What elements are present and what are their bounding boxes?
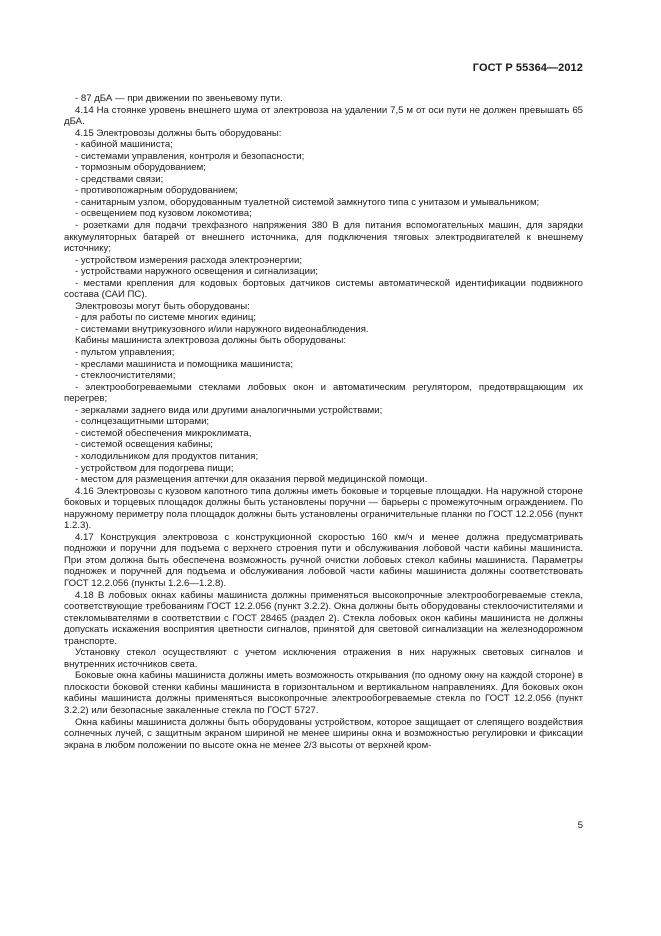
- document-header: ГОСТ Р 55364—2012: [472, 62, 583, 74]
- paragraph: - устройством для подогрева пищи;: [75, 462, 234, 474]
- paragraph: 4.15 Электровозы должны быть оборудованы:: [75, 127, 282, 139]
- paragraph: 4.14 На стоянке уровень внешнего шума от электровоза на удалении 7,5 м от оси пути не должен превышать 65 дБА.: [64, 104, 583, 128]
- paragraph: 4.17 Конструкция электровоза с конструкционной скоростью 160 км/ч и менее должна предусматривать подножки и поручни для подъема с верхнего строения пути и обслуживания лобовой части кабины машиниста. При этом должна быть обеспечена возможность ручной очистки лобовых стекол кабины машиниста. Параметры подножек и поручней для подъема и обслуживания лобовой части кабины машиниста должны соответствовать ГОСТ 12.2.056 (пункты 1.2.6—1.2.8).: [64, 531, 583, 589]
- paragraph: - солнцезащитными шторами;: [75, 416, 210, 428]
- paragraph: - системами внутрикузовного и/или наружного видеонаблюдения.: [75, 323, 369, 335]
- paragraph: - 87 дБА — при движении по звеньевому пути.: [75, 93, 283, 104]
- paragraph: - креслами машиниста и помощника машиниста;: [75, 358, 293, 370]
- paragraph: - стеклоочистителями;: [75, 370, 176, 382]
- paragraph: - системами управления, контроля и безопасности;: [75, 150, 305, 162]
- paragraph: Боковые окна кабины машиниста должны иметь возможность открывания (по одному окну на каждой стороне) в плоскости боковой стенки кабины машиниста в горизонтальном и вертикальном направлениях. Для боковых окон кабины машиниста должны применяться высокопрочные электрообогреваемые стекла по ГОСТ 12.2.056 (пункт 3.2.2) или безопасные закаленные стекла по ГОСТ 5727.: [64, 670, 583, 716]
- paragraph: - для работы по системе многих единиц;: [75, 312, 256, 324]
- paragraph: - устройством измерения расхода электроэнергии;: [75, 254, 303, 266]
- page-number: 5: [577, 820, 583, 831]
- paragraph: Окна кабины машиниста должны быть оборудованы устройством, которое защищает от слепящего воздействия солнечных лучей, с защитным экраном шириной не менее ширины окна и возможностью регулировки и фиксации экрана в любом положении по высоте окна не менее 2/3 высоты от верхней кром-: [64, 716, 583, 751]
- paragraph: - тормозным оборудованием;: [75, 162, 206, 174]
- paragraph: Кабины машиниста электровоза должны быть оборудованы:: [75, 335, 347, 347]
- paragraph: - местом для размещения аптечки для оказания первой медицинской помощи.: [75, 474, 428, 486]
- paragraph: 4.18 В лобовых окнах кабины машиниста должны применяться высокопрочные электрообогреваемые стекла, соответствующие требованиям ГОСТ 12.2.056 (пункт 3.2.2). Окна должны быть оборудованы стеклоочистителями и стекломывателями в соответствии с ГОСТ 28465 (раздел 2). Стекла лобовых окон кабины машиниста не должны допускать искажения восприятия цветности сигналов, принятой для световой сигнализации на железнодорожном транспорте.: [64, 589, 583, 647]
- paragraph: - средствами связи;: [75, 173, 164, 185]
- paragraph: - холодильником для продуктов питания;: [75, 450, 259, 462]
- paragraph: - зеркалами заднего вида или другими аналогичными устройствами;: [75, 404, 383, 416]
- paragraph: - пультом управления;: [75, 347, 175, 359]
- paragraph: - устройствами наружного освещения и сигнализации;: [75, 266, 318, 278]
- body-text: [64, 93, 583, 751]
- paragraph: - противопожарным оборудованием;: [75, 185, 238, 197]
- paragraph: Установку стекол осуществляют с учетом исключения отражения в них наружных световых сигналов и внутренних источников света.: [64, 647, 583, 670]
- paragraph: - кабиной машиниста;: [75, 139, 173, 151]
- paragraph: - электрообогреваемыми стеклами лобовых окон и автоматическим регулятором, предотвращающим их перегрев;: [64, 381, 583, 405]
- paragraph: - освещением под кузовом локомотива;: [75, 208, 252, 220]
- paragraph: - розетками для подачи трехфазного напряжения 380 В для питания вспомогательных машин, для зарядки аккумуляторных батарей от внешнего источника, для подключения тяговых электродвигателей к внешнему источнику;: [64, 220, 583, 255]
- paragraph: - санитарным узлом, оборудованным туалетной системой замкнутого типа с унитазом и умывальником;: [75, 196, 540, 208]
- paragraph: - системой обеспечения микроклимата,: [75, 427, 252, 439]
- paragraph: - местами крепления для кодовых бортовых датчиков системы автоматической идентификации подвижного состава (САИ ПС).: [64, 277, 583, 301]
- paragraph: Электровозы могут быть оборудованы:: [75, 300, 250, 312]
- paragraph: 4.16 Электровозы с кузовом капотного типа должны иметь боковые и торцевые площадки. На наружной стороне боковых и торцевых площадок должны быть установлены поручни — барьеры с промежуточным ограждением. По наружному периметру пола площадок должны быть установлены ограничительные планки по ГОСТ 12.2.056 (пункт 1.2.3).: [64, 485, 583, 532]
- paragraph: - системой освещения кабины;: [75, 439, 213, 451]
